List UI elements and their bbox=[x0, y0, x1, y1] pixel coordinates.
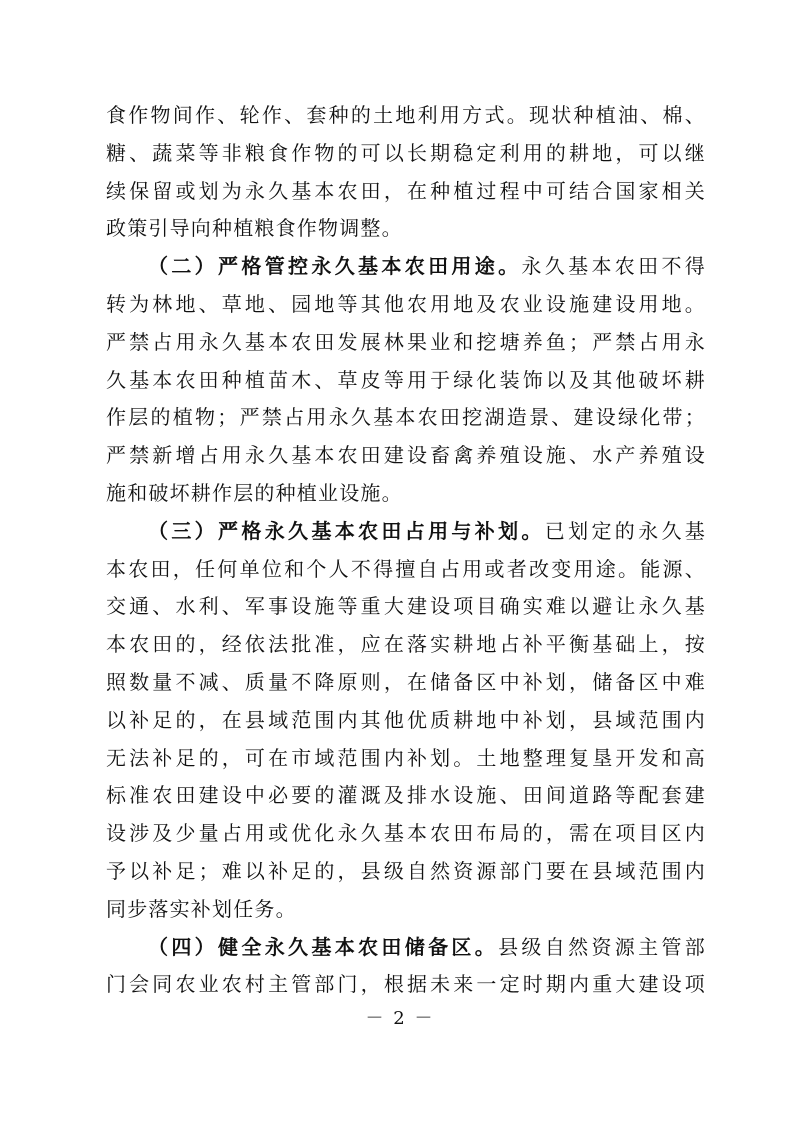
text-line bbox=[106, 440, 706, 478]
text-line bbox=[106, 554, 706, 592]
line-text: 门会同农业农村主管部门，根据未来一定时期内重大建设项 bbox=[106, 972, 706, 997]
text-line bbox=[106, 402, 706, 440]
line-text: 续保留或划为永久基本农田，在种植过程中可结合国家相关 bbox=[106, 178, 706, 203]
line-text: 本农田的，经依法批准，应在落实耕地占补平衡基础上，按 bbox=[106, 632, 706, 657]
text-line bbox=[106, 818, 706, 856]
text-line bbox=[106, 705, 706, 743]
text-line bbox=[106, 138, 706, 176]
text-line bbox=[106, 667, 706, 705]
line-text: 无法补足的，可在市域范围内补划。土地整理复垦开发和高 bbox=[106, 745, 706, 770]
line-text: 严禁占用永久基本农田发展林果业和挖塘养鱼；严禁占用永 bbox=[106, 329, 706, 354]
line-text: 予以补足；难以补足的，县级自然资源部门要在县域范围内 bbox=[106, 858, 706, 883]
text-line bbox=[106, 327, 706, 365]
section-heading: （四）健全永久基本农田储备区。 bbox=[148, 934, 499, 959]
line-text: 标准农田建设中必要的灌溉及排水设施、田间道路等配套建 bbox=[106, 783, 706, 808]
line-text: 久基本农田种植苗木、草皮等用于绿化装饰以及其他破坏耕 bbox=[106, 367, 706, 392]
text-line bbox=[106, 365, 706, 403]
section-heading: （三）严格永久基本农田占用与补划。 bbox=[148, 518, 545, 543]
line-text: 施和破坏耕作层的种植业设施。 bbox=[106, 480, 403, 505]
text-line bbox=[106, 289, 706, 327]
line-text: 以补足的，在县域范围内其他优质耕地中补划，县域范围内 bbox=[106, 707, 706, 732]
text-line bbox=[106, 213, 706, 251]
text-line bbox=[106, 780, 706, 818]
section-heading: （二）严格管控永久基本农田用途。 bbox=[148, 254, 522, 279]
text-line bbox=[106, 478, 706, 516]
line-text: 同步落实补划任务。 bbox=[106, 896, 297, 921]
text-line bbox=[106, 176, 706, 214]
line-text: 设涉及少量占用或优化永久基本农田布局的，需在项目区内 bbox=[106, 821, 706, 846]
text-line bbox=[106, 100, 706, 138]
page-number: － 2 － bbox=[365, 1008, 435, 1029]
line-text: 转为林地、草地、园地等其他农用地及农业设施建设用地。 bbox=[106, 291, 706, 316]
line-text: 政策引导向种植粮食作物调整。 bbox=[106, 216, 403, 241]
paragraph bbox=[106, 251, 706, 516]
paragraph bbox=[106, 100, 706, 251]
text-line bbox=[106, 856, 706, 894]
line-text: 严禁新增占用永久基本农田建设畜禽养殖设施、水产养殖设 bbox=[106, 443, 706, 468]
line-text: 交通、水利、军事设施等重大建设项目确实难以避让永久基 bbox=[106, 594, 706, 619]
document-body bbox=[106, 100, 706, 1007]
text-line bbox=[106, 932, 706, 970]
line-text: 食作物间作、轮作、套种的土地利用方式。现状种植油、棉、 bbox=[106, 103, 706, 127]
text-line bbox=[106, 251, 706, 289]
text-line bbox=[106, 629, 706, 667]
text-line bbox=[106, 591, 706, 629]
line-text: 永久基本农田不得 bbox=[521, 254, 706, 279]
paragraph bbox=[106, 932, 706, 1008]
text-line bbox=[106, 894, 706, 932]
line-text: 糖、蔬菜等非粮食作物的可以长期稳定利用的耕地，可以继 bbox=[106, 140, 706, 165]
line-text: 县级自然资源主管部 bbox=[498, 934, 707, 959]
text-line bbox=[106, 516, 706, 554]
line-text: 作层的植物；严禁占用永久基本农田挖湖造景、建设绿化带； bbox=[106, 405, 706, 430]
line-text: 照数量不减、质量不降原则，在储备区中补划，储备区中难 bbox=[106, 669, 706, 694]
text-line bbox=[106, 743, 706, 781]
paragraph bbox=[106, 516, 706, 932]
line-text: 已划定的永久基 bbox=[544, 518, 706, 543]
line-text: 本农田，任何单位和个人不得擅自占用或者改变用途。能源、 bbox=[106, 556, 706, 581]
text-line bbox=[106, 969, 706, 1007]
